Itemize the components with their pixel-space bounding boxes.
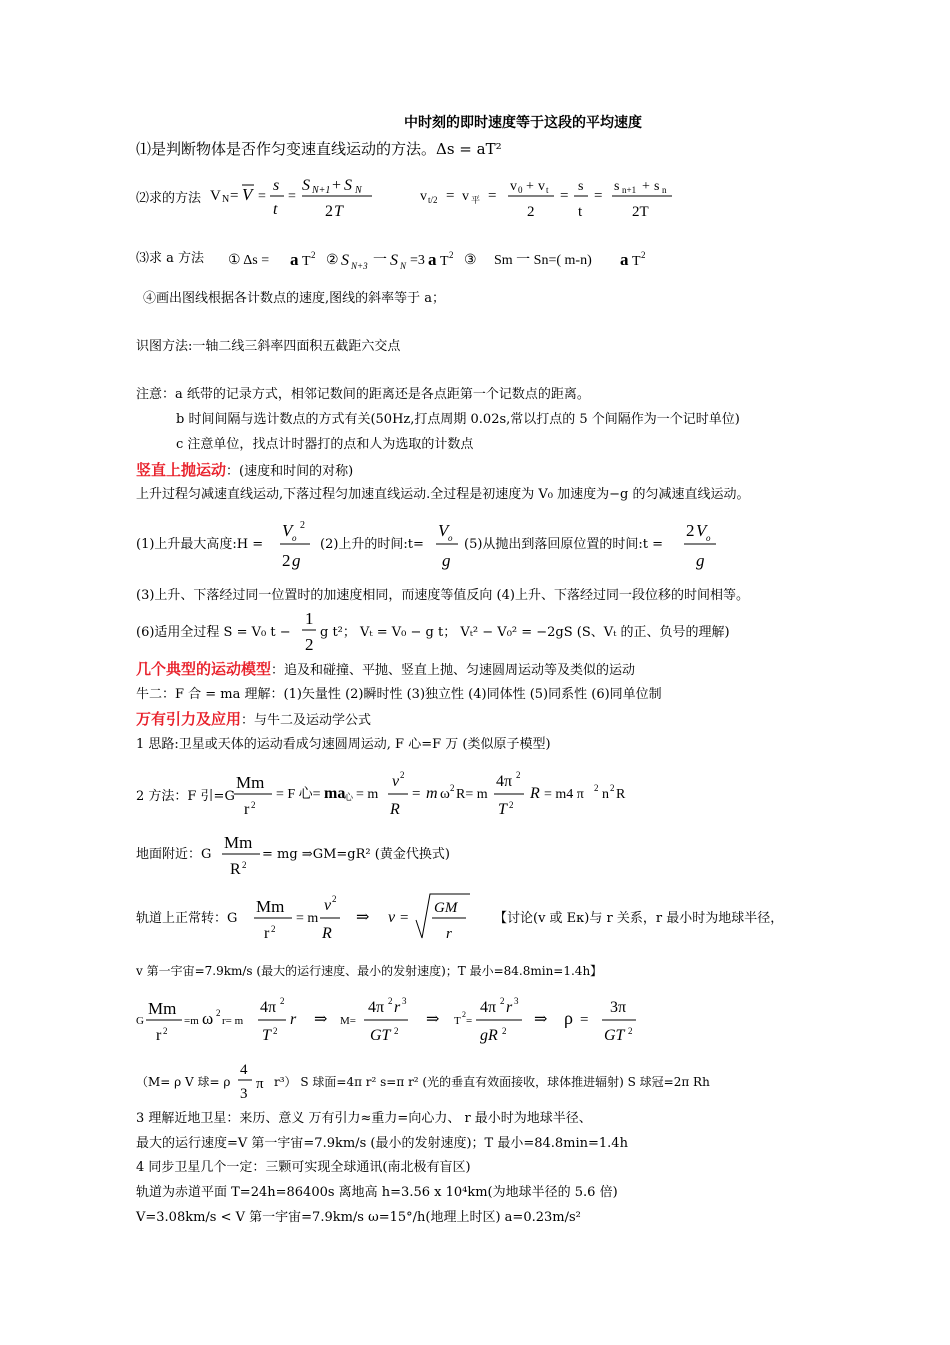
svg-text:t/2: t/2 xyxy=(428,195,438,205)
svg-text:S: S xyxy=(344,177,352,194)
heading-gravitation xyxy=(136,710,371,730)
svg-text:V: V xyxy=(696,521,707,540)
svg-text:2: 2 xyxy=(500,996,505,1006)
svg-text:T: T xyxy=(454,1015,461,1027)
near-earth-satellite: 3 理解近地卫星：来历、意义 万有引力≈重力=向心力、 r 最小时为地球半径、 xyxy=(136,1111,592,1126)
svg-text:2: 2 xyxy=(628,1026,633,1036)
svg-text:G: G xyxy=(136,1015,144,1027)
ground-tail: = mg ⇒GM=gR² (黄金代换式) xyxy=(262,847,450,862)
svg-text:=: = xyxy=(488,188,497,204)
svg-text:=: = xyxy=(580,1012,589,1028)
line-method-3-label: ⑶求 a 方法 xyxy=(136,251,205,266)
svg-text:2: 2 xyxy=(394,1026,399,1036)
heading-vertical-text: 竖直上抛运动 xyxy=(136,461,227,479)
heading-gravity-note: ：与牛二及运动学公式 xyxy=(241,713,372,728)
formula-ground-mm xyxy=(220,826,264,878)
formula-t-total xyxy=(682,516,726,572)
svg-text:v: v xyxy=(420,189,427,204)
svg-text:Sm 一 Sn=( m-n): Sm 一 Sn=( m-n) xyxy=(494,253,592,268)
svg-text:2T: 2T xyxy=(632,204,649,220)
line-graph-method: 识图方法:一轴二线三斜率四面积五截距六交点 xyxy=(136,339,401,354)
svg-text:R: R xyxy=(530,785,540,802)
svg-text:2: 2 xyxy=(305,635,314,654)
svg-text:o: o xyxy=(706,533,711,543)
svg-text:g: g xyxy=(442,551,451,570)
svg-text:N+1: N+1 xyxy=(312,185,331,196)
svg-text:ω: ω xyxy=(202,1009,214,1028)
svg-text:V: V xyxy=(210,188,221,204)
svg-text:a: a xyxy=(428,250,437,269)
svg-text:2: 2 xyxy=(251,800,256,810)
svg-text:T: T xyxy=(440,254,449,269)
svg-text:① Δs =: ① Δs = xyxy=(228,253,270,268)
svg-text:S: S xyxy=(390,252,398,269)
note-a: 注意：a 纸带的记录方式，相邻记数间的距离还是各点距第一个记数点的距离。 xyxy=(136,387,590,402)
svg-text:+: + xyxy=(526,179,534,194)
svg-text:2: 2 xyxy=(311,250,316,260)
svg-text:⇒: ⇒ xyxy=(356,909,370,926)
svg-text:s: s xyxy=(578,179,584,194)
formula-orbit-velocity xyxy=(252,890,482,948)
gravity-idea: 1 思路:卫星或天体的运动看成匀速圆周运动, F 心=F 万 (类似原子模型) xyxy=(136,737,551,752)
formula-a-methods xyxy=(228,244,678,272)
svg-text:R: R xyxy=(322,925,332,942)
vertical-general-tail: g t²； Vₜ = V₀ − g t； Vₜ² − V₀² = −2gS (S、Vₜ 的正、负号的理解) xyxy=(320,625,730,640)
svg-text:π: π xyxy=(256,1076,264,1092)
svg-text:2: 2 xyxy=(509,800,514,810)
formula-vn-average xyxy=(210,170,710,225)
line-method-4: ④画出图线根据各计数点的速度,图线的斜率等于 a； xyxy=(143,291,446,306)
svg-text:2: 2 xyxy=(273,1026,278,1036)
svg-text:= m: = m xyxy=(356,787,379,802)
svg-text:t: t xyxy=(546,185,549,195)
svg-text:2: 2 xyxy=(516,770,521,780)
formula-gravity-centripetal xyxy=(232,766,672,822)
svg-text:=: = xyxy=(288,189,296,204)
svg-text:3: 3 xyxy=(402,996,407,1006)
svg-text:GT: GT xyxy=(604,1027,625,1044)
svg-text:2: 2 xyxy=(163,1026,168,1036)
svg-text:t: t xyxy=(273,201,278,218)
svg-text:r= m: r= m xyxy=(222,1015,244,1027)
svg-text:③: ③ xyxy=(464,253,477,268)
svg-text:=: = xyxy=(400,910,409,926)
svg-text:2: 2 xyxy=(594,783,599,793)
svg-text:2: 2 xyxy=(686,521,695,540)
svg-text:GT: GT xyxy=(370,1027,391,1044)
svg-text:GM: GM xyxy=(434,900,458,916)
svg-text:2: 2 xyxy=(242,860,247,870)
svg-text:gR: gR xyxy=(480,1027,498,1044)
svg-text:R: R xyxy=(616,787,626,802)
heading-motion-models xyxy=(136,660,635,680)
svg-text:3: 3 xyxy=(514,996,519,1006)
svg-text:t: t xyxy=(578,204,583,220)
svg-text:2: 2 xyxy=(610,783,615,793)
svg-text:g: g xyxy=(696,551,705,570)
svg-text:2: 2 xyxy=(388,996,393,1006)
svg-text:M=: M= xyxy=(340,1015,356,1027)
svg-text:v: v xyxy=(392,773,400,790)
svg-text:平: 平 xyxy=(471,195,481,205)
svg-text:T: T xyxy=(334,203,343,220)
svg-text:N: N xyxy=(355,185,362,196)
formula-mass-density xyxy=(136,992,656,1050)
svg-text:a: a xyxy=(620,250,629,269)
svg-text:2: 2 xyxy=(271,924,276,934)
svg-text:2: 2 xyxy=(527,204,535,220)
svg-text:2: 2 xyxy=(280,996,285,1006)
svg-text:4π: 4π xyxy=(480,999,497,1016)
svg-text:T: T xyxy=(262,1027,271,1044)
svg-text:+: + xyxy=(642,179,650,194)
svg-text:r: r xyxy=(244,801,250,818)
svg-text:=: = xyxy=(230,188,239,204)
svg-text:4: 4 xyxy=(240,1062,248,1078)
vertical-symmetry: (3)上升、下落经过同一位置时的加速度相同，而速度等值反向 (4)上升、下落经过同一段位移的时间相等。 xyxy=(136,588,749,603)
svg-text:m: m xyxy=(426,785,438,802)
svg-text:n: n xyxy=(602,787,609,802)
svg-text:n: n xyxy=(662,185,667,195)
density-tail: r³） S 球面=4π r² s=π r² (光的垂直有效面接收，球体推进辐射) S 球冠=2π Rh xyxy=(274,1075,710,1089)
svg-text:=: = xyxy=(258,189,266,204)
svg-text:v: v xyxy=(538,179,545,194)
gravity-method-label: 2 方法：F 引=G xyxy=(136,789,235,804)
vertical-formula-t-total-label: (5)从抛出到落回原位置的时间:t = xyxy=(464,537,664,552)
line-method-1: ⑴是判断物体是否作匀变速直线运动的方法。Δs = aT² xyxy=(136,140,502,158)
svg-text:⇒: ⇒ xyxy=(426,1011,440,1028)
svg-text:v: v xyxy=(388,909,396,926)
svg-text:2: 2 xyxy=(400,770,405,780)
heading-vertical-note: ：(速度和时间的对称) xyxy=(226,464,354,479)
svg-text:4π: 4π xyxy=(496,773,513,790)
svg-text:=: = xyxy=(446,188,455,204)
svg-text:V: V xyxy=(282,521,293,540)
svg-text:2: 2 xyxy=(641,250,646,260)
svg-text:②: ② xyxy=(326,253,339,268)
heading-models-note: ：追及和碰撞、平抛、竖直上抛、匀速圆周运动等及类似的运动 xyxy=(271,663,636,678)
svg-text:r: r xyxy=(290,1011,297,1028)
note-c: c 注意单位，找点计时器打的点和人为选取的计数点 xyxy=(176,437,474,452)
svg-text:4π: 4π xyxy=(368,999,385,1016)
svg-text:o: o xyxy=(292,533,297,543)
svg-text:R: R xyxy=(390,801,400,818)
formula-t-rise xyxy=(434,516,464,572)
svg-text:=: = xyxy=(560,188,569,204)
svg-text:3π: 3π xyxy=(610,999,627,1016)
svg-text:2: 2 xyxy=(325,203,333,220)
heading-vertical-throw xyxy=(136,461,353,481)
first-cosmic-velocity: v 第一宇宙=7.9km/s (最大的运行速度、最小的发射速度)；T 最小=84.8min=1.4h】 xyxy=(136,964,603,978)
svg-text:=3: =3 xyxy=(410,253,425,268)
formula-half xyxy=(300,606,320,656)
svg-text:=m: =m xyxy=(184,1015,199,1027)
newton-second-law: 牛二：F 合 = ma 理解：(1)矢量性 (2)瞬时性 (3)独立性 (4)同体性 (5)同系性 (6)同单位制 xyxy=(136,687,662,702)
svg-text:N+3: N+3 xyxy=(351,261,368,271)
orbit-label: 轨道上正常转：G xyxy=(136,911,238,926)
svg-text:2: 2 xyxy=(502,1026,507,1036)
svg-text:s: s xyxy=(654,179,660,194)
svg-text:0: 0 xyxy=(518,185,523,195)
ground-label: 地面附近：G xyxy=(136,847,212,862)
svg-text:S: S xyxy=(341,252,349,269)
svg-text:s: s xyxy=(614,179,620,194)
svg-text:2: 2 xyxy=(450,783,455,793)
svg-text:r: r xyxy=(394,999,401,1016)
svg-text:4π: 4π xyxy=(260,999,277,1016)
svg-text:V: V xyxy=(242,185,253,204)
svg-text:2: 2 xyxy=(216,1008,221,1018)
formula-four-thirds-pi xyxy=(236,1058,272,1106)
geo-velocity: V=3.08km/s < V 第一宇宙=7.9km/s ω=15°/h(地理上时区) a=0.23m/s² xyxy=(136,1210,581,1225)
svg-text:= m4 π: = m4 π xyxy=(544,787,584,802)
svg-text:R= m: R= m xyxy=(456,787,488,802)
svg-text:T: T xyxy=(302,254,311,269)
svg-text:r: r xyxy=(264,925,270,942)
svg-text:T: T xyxy=(632,254,641,269)
svg-text:一: 一 xyxy=(373,253,387,268)
svg-text:S: S xyxy=(302,177,310,194)
svg-text:r: r xyxy=(156,1027,162,1044)
svg-text:2: 2 xyxy=(462,1010,466,1019)
svg-text:⇒: ⇒ xyxy=(534,1011,548,1028)
note-b: b 时间间隔与选计数点的方式有关(50Hz,打点周期 0.02s,常以打点的 5 个间隔作为一个记时单位) xyxy=(176,412,740,427)
svg-text:2: 2 xyxy=(282,551,291,570)
svg-text:2: 2 xyxy=(332,894,337,904)
svg-text:=: = xyxy=(466,1015,473,1027)
svg-text:+: + xyxy=(332,177,342,194)
svg-text:2: 2 xyxy=(449,250,454,260)
svg-text:= F 心=: = F 心= xyxy=(276,787,321,802)
svg-text:o: o xyxy=(448,533,453,543)
svg-text:v: v xyxy=(510,179,517,194)
svg-text:s: s xyxy=(273,177,280,194)
svg-text:v: v xyxy=(462,189,469,204)
heading-gravity-text: 万有引力及应用 xyxy=(136,710,242,728)
svg-text:g: g xyxy=(292,551,301,570)
svg-text:Mm: Mm xyxy=(224,833,253,852)
near-earth-velocity: 最大的运行速度=V 第一宇宙=7.9km/s (最小的发射速度)；T 最小=84.8min=1.4h xyxy=(136,1136,628,1151)
svg-text:n+1: n+1 xyxy=(622,185,637,195)
svg-text:ma: ma xyxy=(324,785,346,802)
formula-h-max xyxy=(278,516,318,572)
svg-text:=: = xyxy=(594,188,603,204)
svg-text:=: = xyxy=(412,786,421,802)
geo-orbit: 轨道为赤道平面 T=24h=86400s 离地高 h=3.56 x 10⁴km(为地球半径的 5.6 倍) xyxy=(136,1185,618,1200)
page-title: 中时刻的即时速度等于这段的平均速度 xyxy=(404,115,642,131)
svg-text:N: N xyxy=(222,194,230,205)
svg-text:r: r xyxy=(446,926,452,942)
svg-text:V: V xyxy=(438,521,449,540)
svg-text:Mm: Mm xyxy=(236,773,265,792)
svg-text:2: 2 xyxy=(300,520,305,531)
svg-text:a: a xyxy=(290,250,299,269)
vertical-formula-h-label: (1)上升最大高度:H = xyxy=(136,537,264,552)
density-label: （M= ρ V 球= ρ xyxy=(136,1075,231,1089)
svg-text:v: v xyxy=(324,897,332,914)
vertical-description: 上升过程匀减速直线运动,下落过程匀加速直线运动.全过程是初速度为 V₀ 加速度为−g 的匀减速直线运动。 xyxy=(136,487,750,502)
svg-text:R: R xyxy=(230,861,241,878)
svg-text:3: 3 xyxy=(240,1086,248,1102)
svg-text:T: T xyxy=(498,801,507,818)
heading-models-text: 几个典型的运动模型 xyxy=(136,660,272,678)
svg-text:1: 1 xyxy=(305,609,314,628)
svg-text:心: 心 xyxy=(344,792,354,802)
vertical-general-label: (6)适用全过程 S = V₀ t − xyxy=(136,625,291,640)
svg-text:r: r xyxy=(506,999,513,1016)
svg-text:ρ: ρ xyxy=(564,1008,573,1028)
orbit-discussion: 【讨论(v 或 Eκ)与 r 关系，r 最小时为地球半径， xyxy=(494,911,784,926)
svg-text:ω: ω xyxy=(440,786,450,802)
svg-text:Mm: Mm xyxy=(148,999,177,1018)
svg-text:Mm: Mm xyxy=(256,897,285,916)
svg-text:⇒: ⇒ xyxy=(314,1011,328,1028)
line-method-2-label: ⑵求的方法 xyxy=(136,191,202,206)
vertical-formula-t-label: (2)上升的时间:t= xyxy=(320,537,424,552)
svg-text:N: N xyxy=(400,261,407,271)
geo-satellite: 4 同步卫星几个一定：三颗可实现全球通讯(南北极有盲区) xyxy=(136,1160,471,1175)
svg-text:= m: = m xyxy=(296,911,319,926)
